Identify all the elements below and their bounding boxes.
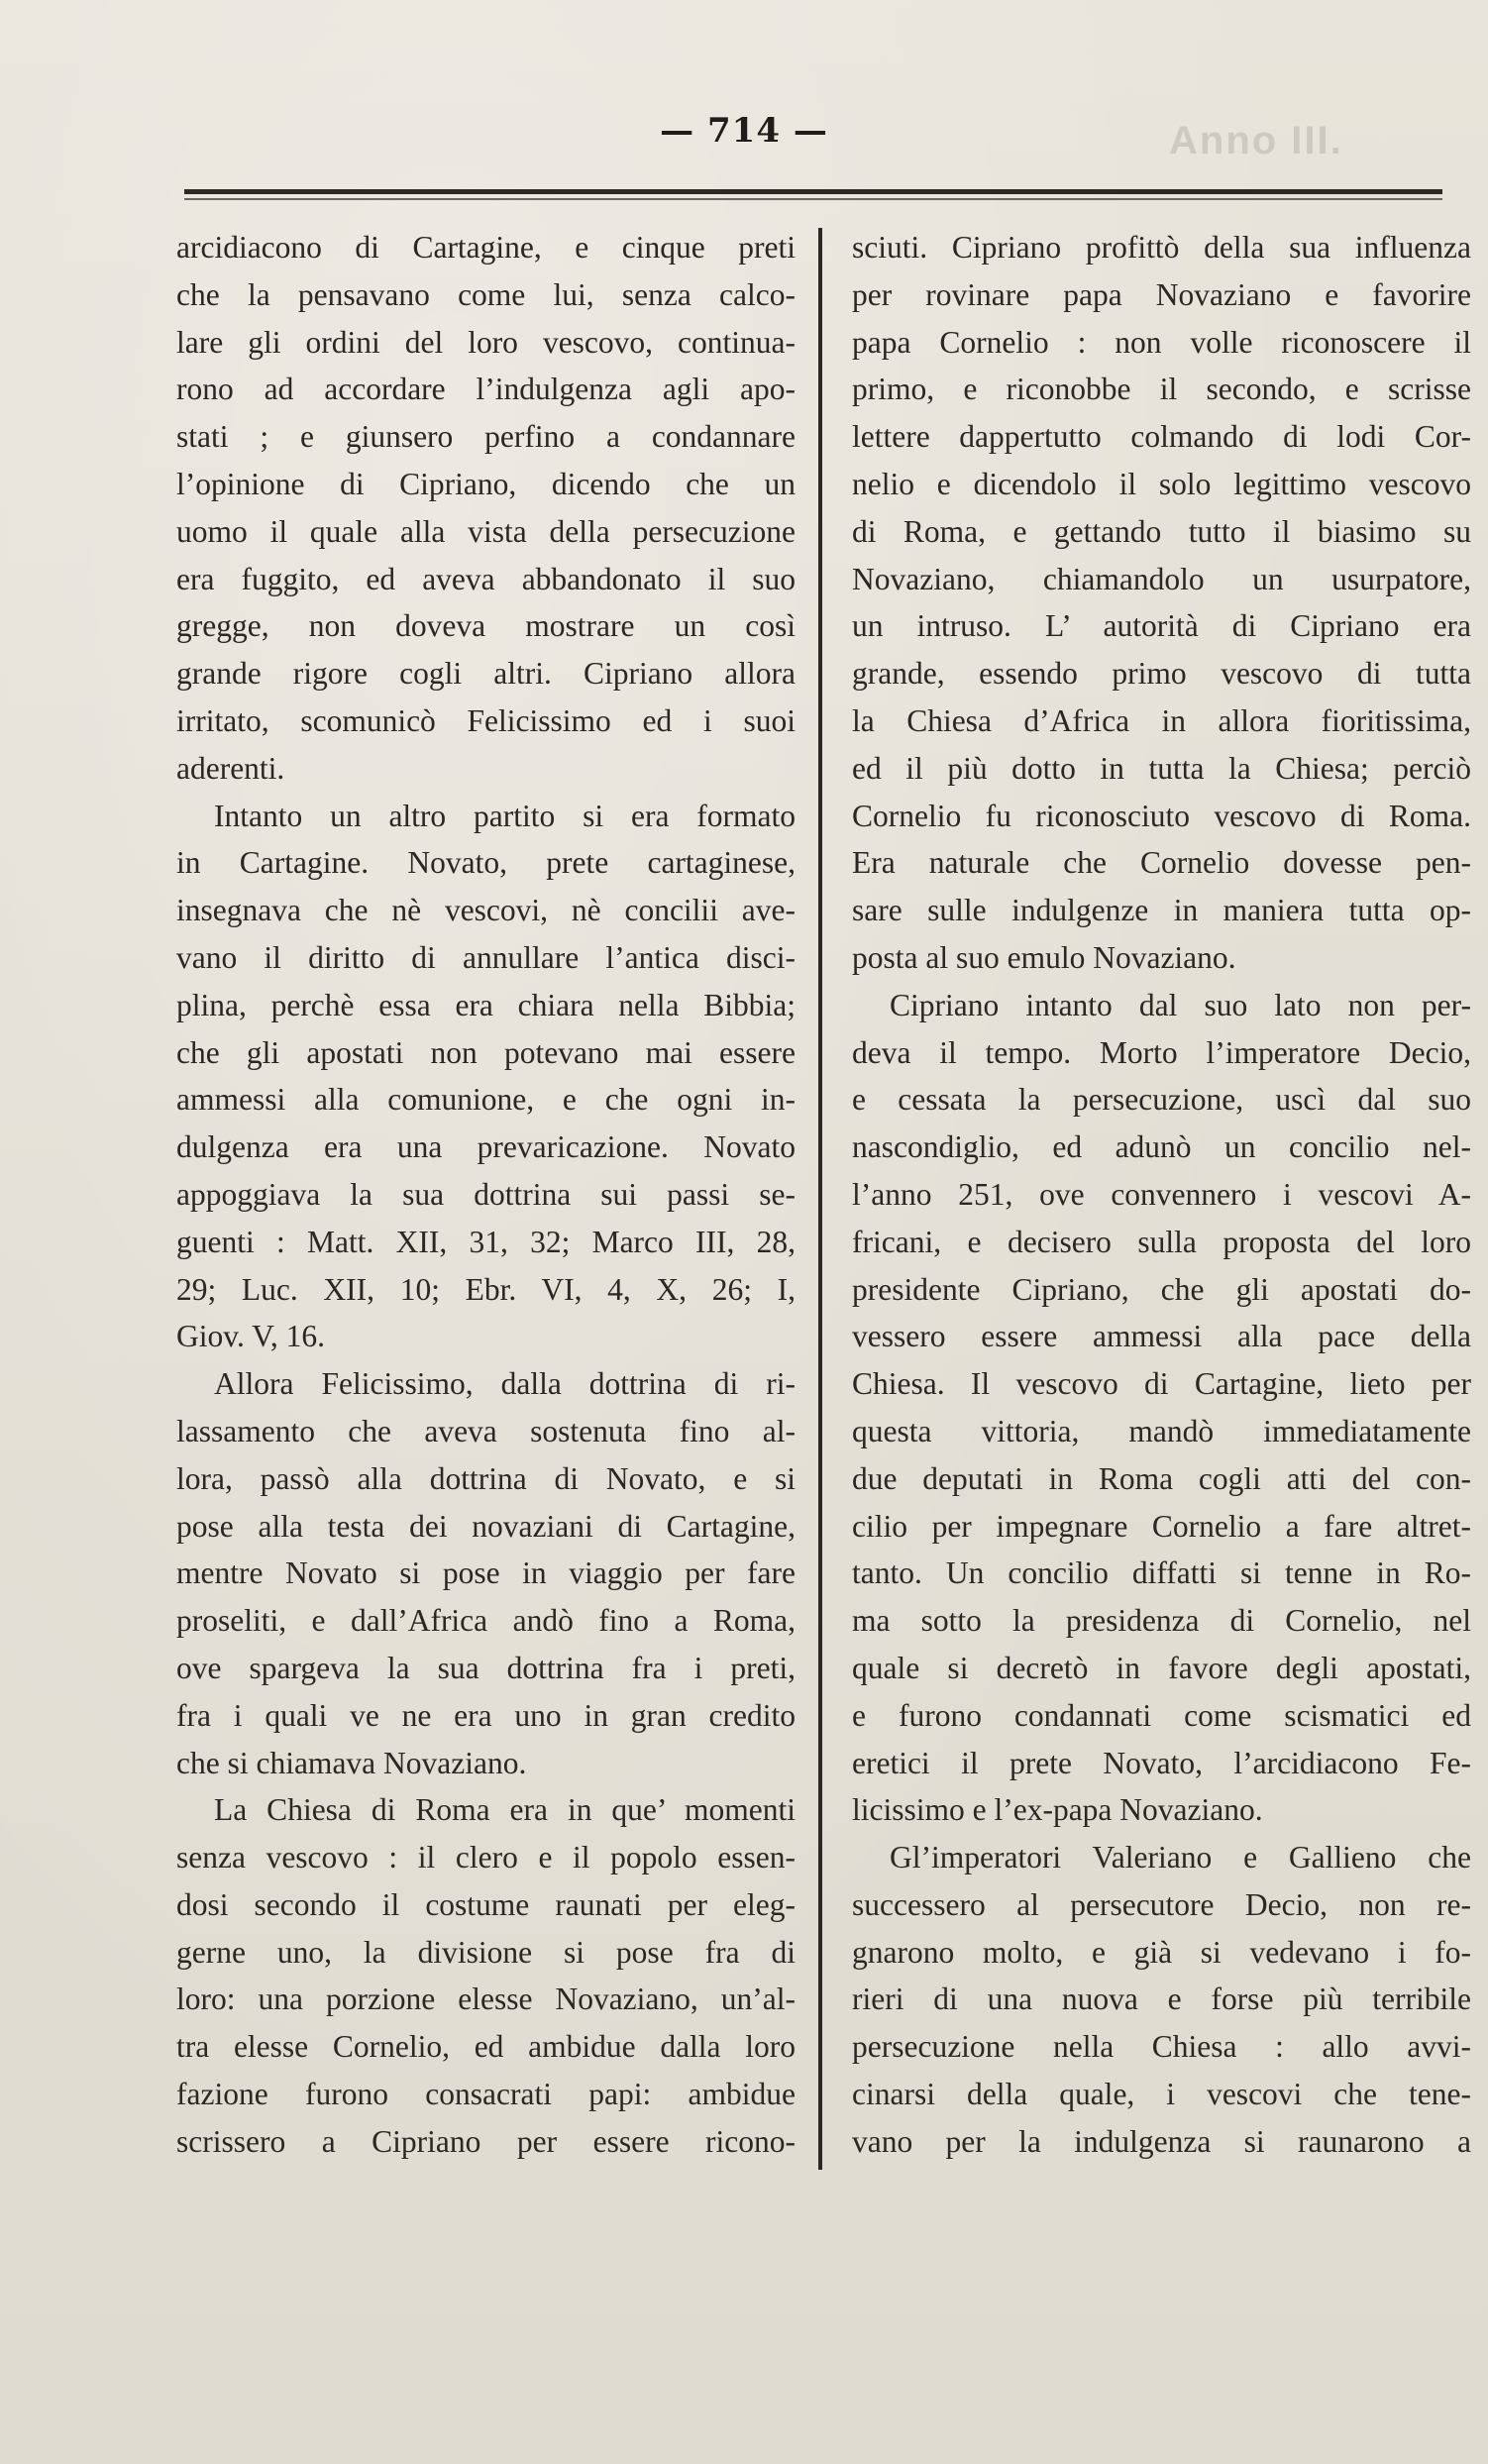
text-line: che si chiamava Novaziano. <box>176 1745 527 1780</box>
text-line: sare sulle indulgenze in maniera tutta op- <box>852 893 1471 928</box>
text-line: che la pensavano come lui, senza calco- <box>176 276 796 312</box>
text-line: ammessi alla comunione, e che ogni in- <box>176 1082 796 1118</box>
text-line: Giov. V, 16. <box>176 1319 325 1354</box>
text-line: presidente Cipriano, che gli apostati do- <box>852 1271 1471 1307</box>
text-line: e cessata la persecuzione, uscì dal suo <box>852 1082 1471 1118</box>
text-line: Allora Felicissimo, dalla dottrina di ri- <box>214 1366 796 1402</box>
text-line: in Cartagine. Novato, prete cartaginese, <box>176 845 796 881</box>
text-line: gnarono molto, e già si vedevano i fo- <box>852 1934 1471 1970</box>
text-line: cilio per impegnare Cornelio a fare altret- <box>852 1508 1471 1544</box>
text-line: insegnava che nè vescovi, nè concilii ave- <box>176 893 796 928</box>
text-line: lettere dappertutto colmando di lodi Cor- <box>852 419 1471 455</box>
text-line: Novaziano, chiamandolo un usurpatore, <box>852 561 1471 596</box>
text-line: guenti : Matt. XII, 31, 32; Marco III, 28, <box>176 1224 796 1259</box>
text-line: proseliti, e dall’Africa andò fino a Roma, <box>176 1603 796 1639</box>
text-line: vano il diritto di annullare l’antica disci- <box>176 939 796 975</box>
text-line: lassamento che aveva sostenuta fino al- <box>176 1413 796 1448</box>
header-rule <box>184 189 1442 194</box>
text-line: un intruso. L’ autorità di Cipriano era <box>852 608 1471 644</box>
text-line: tanto. Un concilio diffatti si tenne in Ro- <box>852 1555 1471 1591</box>
text-line: tra elesse Cornelio, ed ambidue dalla loro <box>176 2029 796 2065</box>
text-line: ma sotto la presidenza di Cornelio, nel <box>852 1603 1471 1639</box>
text-line: fra i quali ve ne era uno in gran credito <box>176 1697 796 1733</box>
text-line: vessero essere ammessi alla pace della <box>852 1319 1471 1354</box>
text-line: fazione furono consacrati papi: ambidue <box>176 2077 796 2112</box>
text-line: l’opinione di Cipriano, dicendo che un <box>176 466 796 501</box>
text-line: nascondiglio, ed adunò un concilio nel- <box>852 1129 1471 1165</box>
text-line: arcidiacono di Cartagine, e cinque preti <box>176 230 796 265</box>
text-line: 29; Luc. XII, 10; Ebr. VI, 4, X, 26; I, <box>176 1271 796 1307</box>
text-line: papa Cornelio : non volle riconoscere il <box>852 324 1471 360</box>
column-divider <box>818 228 822 2170</box>
text-line: uomo il quale alla vista della persecuzione <box>176 513 796 549</box>
text-line: grande rigore cogli altri. Cipriano allora <box>176 656 796 692</box>
text-line: ove spargeva la sua dottrina fra i preti, <box>176 1650 796 1685</box>
text-line: grande, essendo primo vescovo di tutta <box>852 656 1471 692</box>
text-line: per rovinare papa Novaziano e favorire <box>852 276 1471 312</box>
text-line: mentre Novato si pose in viaggio per fare <box>176 1555 796 1591</box>
text-line: stati ; e giunsero perfino a condannare <box>176 419 796 455</box>
text-line: fricani, e decisero sulla proposta del loro <box>852 1224 1471 1259</box>
text-line: persecuzione nella Chiesa : allo avvi- <box>852 2029 1471 2065</box>
text-line: rieri di una nuova e forse più terribile <box>852 1982 1471 2017</box>
text-line: dosi secondo il costume raunati per eleg- <box>176 1886 796 1922</box>
text-line: sciuti. Cipriano profittò della sua influenza <box>852 230 1471 265</box>
text-line: Cornelio fu riconosciuto vescovo di Roma. <box>852 798 1471 833</box>
text-line: di Roma, e gettando tutto il biasimo su <box>852 513 1471 549</box>
text-line: vano per la indulgenza si raunarono a <box>852 2123 1471 2159</box>
text-line: era fuggito, ed aveva abbandonato il suo <box>176 561 796 596</box>
text-line: irritato, scomunicò Felicissimo ed i suoi <box>176 702 796 738</box>
text-line: senza vescovo : il clero e il popolo essen- <box>176 1840 796 1875</box>
text-line: La Chiesa di Roma era in que’ momenti <box>214 1792 796 1828</box>
text-line: successero al persecutore Decio, non re- <box>852 1886 1471 1922</box>
right-column <box>852 224 1471 2166</box>
text-line: eretici il prete Novato, l’arcidiacono Fe- <box>852 1745 1471 1780</box>
text-line: Cipriano intanto dal suo lato non per- <box>890 987 1471 1022</box>
text-line: che gli apostati non potevano mai essere <box>176 1034 796 1070</box>
text-line: scrissero a Cipriano per essere ricono- <box>176 2123 796 2159</box>
text-line: due deputati in Roma cogli atti del con- <box>852 1460 1471 1496</box>
text-line: e furono condannati come scismatici ed <box>852 1697 1471 1733</box>
text-line: gregge, non doveva mostrare un così <box>176 608 796 644</box>
text-line: gerne uno, la divisione si pose fra di <box>176 1934 796 1970</box>
text-line: pose alla testa dei novaziani di Cartagine, <box>176 1508 796 1544</box>
text-line: loro: una porzione elesse Novaziano, un’al- <box>176 1982 796 2017</box>
text-line: cinarsi della quale, i vescovi che tene- <box>852 2077 1471 2112</box>
text-line: Gl’imperatori Valeriano e Gallieno che <box>890 1840 1471 1875</box>
text-line: appoggiava la sua dottrina sui passi se- <box>176 1176 796 1212</box>
text-line: Era naturale che Cornelio dovesse pen- <box>852 845 1471 881</box>
text-line: Chiesa. Il vescovo di Cartagine, lieto per <box>852 1366 1471 1402</box>
text-line: ed il più dotto in tutta la Chiesa; perciò <box>852 750 1471 786</box>
text-line: nelio e dicendolo il solo legittimo vescovo <box>852 466 1471 501</box>
text-line: la Chiesa d’Africa in allora fioritissima, <box>852 702 1471 738</box>
text-line: plina, perchè essa era chiara nella Bibbia; <box>176 987 796 1022</box>
text-line: quale si decretò in favore degli apostati, <box>852 1650 1471 1685</box>
text-line: posta al suo emulo Novaziano. <box>852 939 1236 975</box>
text-line: lare gli ordini del loro vescovo, continua- <box>176 324 796 360</box>
text-line: lora, passò alla dottrina di Novato, e si <box>176 1460 796 1496</box>
text-line: l’anno 251, ove convennero i vescovi A- <box>852 1176 1471 1212</box>
text-line: dulgenza era una prevaricazione. Novato <box>176 1129 796 1165</box>
text-line: aderenti. <box>176 750 285 786</box>
text-line: Intanto un altro partito si era formato <box>214 798 796 833</box>
header-rule-thin <box>184 198 1442 200</box>
page-number: — 714 — <box>660 111 828 151</box>
left-column <box>176 224 796 2166</box>
text-line: deva il tempo. Morto l’imperatore Decio, <box>852 1034 1471 1070</box>
text-line: rono ad accordare l’indulgenza agli apo- <box>176 372 796 407</box>
text-line: questa vittoria, mandò immediatamente <box>852 1413 1471 1448</box>
text-line: primo, e riconobbe il secondo, e scrisse <box>852 372 1471 407</box>
bleed-through-text: Anno III. <box>1169 119 1343 162</box>
text-line: licissimo e l’ex-papa Novaziano. <box>852 1792 1263 1828</box>
